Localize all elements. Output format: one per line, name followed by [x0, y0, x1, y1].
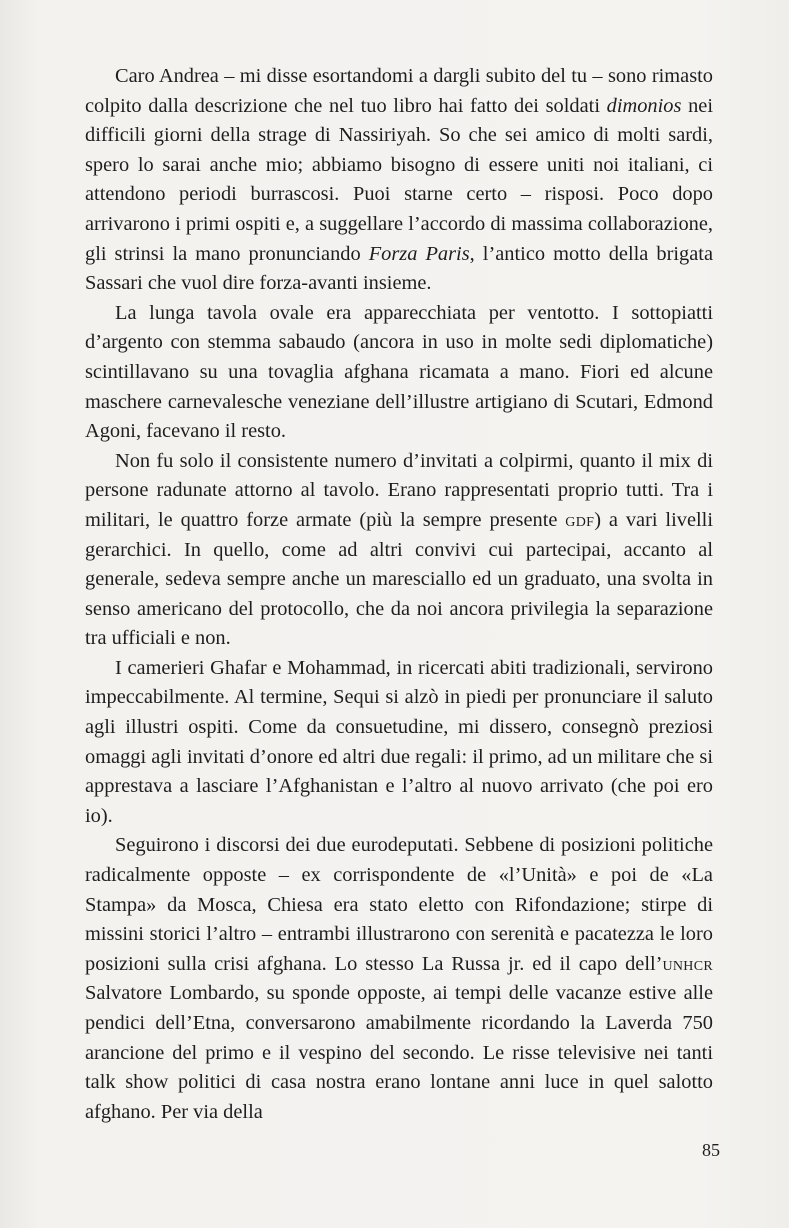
- paragraph-1: [85, 62, 713, 299]
- body-text: [85, 62, 713, 1127]
- acronym-unhcr: unhcr: [662, 952, 713, 975]
- text-segment: I camerieri Ghafar e Mohammad, in ricercati abiti tradizionali, servirono impeccabilmente. Al termine, Sequi si alzò in piedi per pronunciare il saluto agli illustri ospiti. Come da consuetudine, mi dissero, consegnò preziosi omaggi agli invitati d’onore ed altri due regali: il primo, ad un militare che si apprestava a lasciare l’Afghanistan e l’altro al nuovo arrivato (che poi ero io).: [85, 656, 713, 827]
- acronym-gdf: gdf: [565, 508, 595, 531]
- italic-term-dimonios: dimonios: [606, 94, 682, 117]
- text-segment: nei difficili giorni della strage di Nassiriyah. So che sei amico di molti sardi, spero lo sarai anche mio; abbiamo bisogno di essere uniti noi italiani, ci attendono periodi burrascosi. Puoi starne certo – risposi. Poco dopo arrivarono i primi ospiti e, a suggellare l’accordo di massima collaborazione, gli strinsi la mano pronunciando: [85, 94, 713, 265]
- page-number: 85: [702, 1140, 720, 1160]
- text-segment: La lunga tavola ovale era apparecchiata per ventotto. I sottopiatti d’argento con stemma sabaudo (ancora in uso in molte sedi diplomatiche) scintillavano su una tovaglia afghana ricamata a mano. Fiori ed alcune maschere carnevalesche veneziane dell’illustre artigiano di Scutari, Edmond Agoni, facevano il resto.: [85, 301, 713, 443]
- text-segment: ) a vari livelli gerarchici. In quello, come ad altri convivi cui partecipai, accanto al generale, sedeva sempre anche un maresciallo ed un graduato, una svolta in senso americano del protocollo, che da noi ancora privilegia la separazione tra ufficiali e non.: [85, 508, 713, 650]
- paragraph-5: [85, 831, 713, 1127]
- text-segment: Caro Andrea – mi disse esortandomi a dargli subito del tu – sono rimasto colpito dalla descrizione che nel tuo libro hai fatto dei soldati: [85, 65, 713, 117]
- text-segment: Seguirono i discorsi dei due eurodeputati. Sebbene di posizioni politiche radicalmente opposte – ex corrispondente de «l’Unità» e poi de «La Stampa» da Mosca, Chiesa era stato eletto con Rifondazione; stirpe di missini storici l’altro – entrambi illustrarono con serenità e pacatezza le loro posizioni sulla crisi afghana. Lo stesso La Russa jr. ed il capo dell’: [85, 834, 713, 975]
- paragraph-3: [85, 447, 713, 654]
- paragraph-2: [85, 299, 713, 447]
- text-segment: Salvatore Lombardo, su sponde opposte, ai tempi delle vacanze estive alle pendici dell’Etna, conversarono amabilmente ricordando la Laverda 750 arancione del primo e il vespino del secondo. Le risse televisive nei tanti talk show politici di casa nostra erano lontane anni luce in quel salotto afghano. Per via della: [85, 982, 713, 1123]
- paragraph-4: [85, 654, 713, 832]
- italic-motto-forza-paris: Forza Paris: [368, 242, 470, 265]
- text-segment: , l’antico motto della brigata Sassari che vuol dire forza-avanti insieme.: [85, 242, 713, 295]
- text-segment: Non fu solo il consistente numero d’invitati a colpirmi, quanto il mix di persone radunate attorno al tavolo. Erano rappresentati proprio tutti. Tra i militari, le quattro forze armate (più la sempre presente: [85, 449, 713, 531]
